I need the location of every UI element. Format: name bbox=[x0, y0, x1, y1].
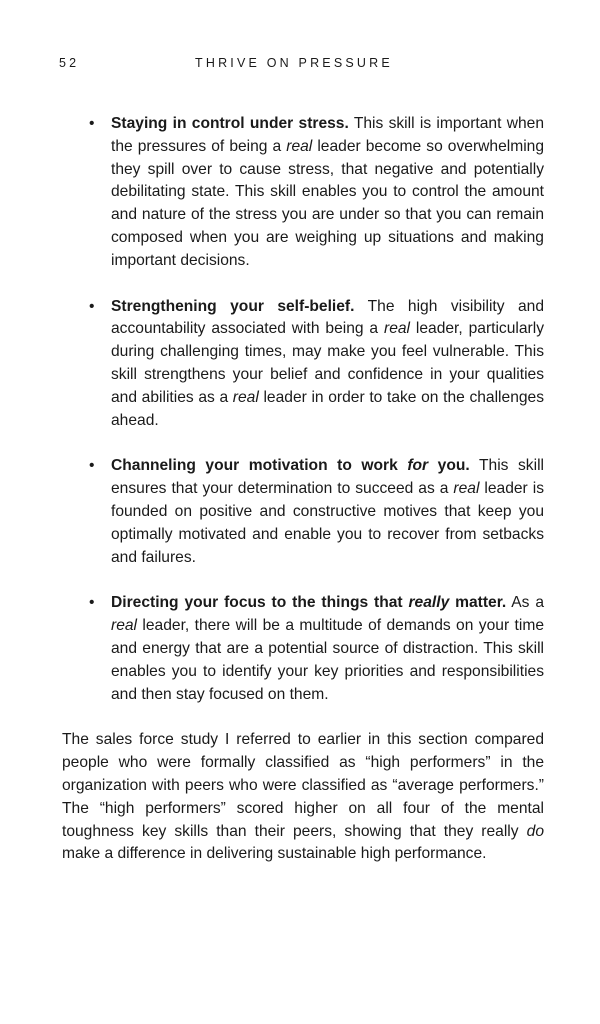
skill-text: leader is founded on positive and constructive motives that keep you optimally motivated and enable you to recover from setbacks and failures. bbox=[111, 480, 544, 566]
skill-text: This skill is important when the pressures of being a bbox=[111, 115, 544, 155]
emphasis: for bbox=[407, 457, 429, 475]
skill-title: Staying in control under stress. bbox=[111, 115, 349, 132]
skill-title: Strengthening your self-belief. bbox=[111, 297, 355, 315]
list-item-motivation bbox=[89, 455, 544, 569]
emphasis: real bbox=[286, 137, 313, 155]
skill-title-text: Channeling your motivation to work bbox=[111, 457, 408, 475]
list-item-focus bbox=[89, 592, 544, 706]
skill-title-text: matter. bbox=[449, 594, 507, 612]
skill-title-text: you. bbox=[428, 457, 470, 475]
emphasis: real bbox=[453, 480, 480, 498]
skill-title-text: Directing your focus to the things that bbox=[111, 594, 409, 612]
skills-list bbox=[62, 113, 544, 706]
emphasis: do bbox=[526, 822, 544, 840]
skill-text: This skill ensures that your determination to succeed as a bbox=[111, 457, 544, 498]
skill-text: The high visibility and accountability associated with being a bbox=[111, 297, 544, 338]
skill-text: leader, particularly during challenging times, may make you feel vulnerable. This skill strengthens your belief and confidence in your qualities and abilities as a bbox=[111, 320, 544, 406]
emphasis: real bbox=[111, 617, 138, 635]
page-body bbox=[62, 113, 544, 882]
paragraph-text: The sales force study I referred to earlier in this section compared people who were formally classified as “high performers” in the organization with peers who were classified as “average performers.” The “high performers” scored higher on all four of the mental toughness key skills than their peers, showing that they really bbox=[62, 731, 544, 840]
skill-title bbox=[111, 594, 506, 611]
skill-text: leader become so overwhelming they spill over to cause stress, that negative and potentially debilitating state. This skill enables you to control the amount and nature of the stress you are under so that you can remain composed when you are weighing up situations and making important decisions. bbox=[111, 137, 545, 269]
emphasis: really bbox=[408, 594, 450, 612]
bullet-icon: • bbox=[89, 594, 95, 612]
emphasis: real bbox=[384, 320, 411, 338]
page-number: 52 bbox=[59, 56, 80, 70]
bullet-icon: • bbox=[89, 457, 95, 475]
bullet-icon: • bbox=[89, 297, 95, 315]
paragraph-text: make a difference in delivering sustainable high performance. bbox=[62, 845, 487, 863]
skill-text: leader in order to take on the challenges ahead. bbox=[111, 388, 545, 429]
skill-title bbox=[111, 457, 470, 474]
list-item-control-under-stress bbox=[89, 113, 545, 273]
skill-text: leader, there will be a multitude of demands on your time and energy that are a potential source of distraction. This skill enables you to identify your key priorities and responsibilities and then stay focused on them. bbox=[111, 617, 544, 703]
emphasis: real bbox=[232, 388, 259, 406]
list-item-self-belief bbox=[89, 296, 545, 433]
bullet-icon: • bbox=[89, 115, 95, 132]
skill-text: As a bbox=[506, 594, 544, 612]
book-title: THRIVE ON PRESSURE bbox=[195, 56, 393, 70]
closing-paragraph bbox=[62, 729, 544, 866]
running-head bbox=[59, 56, 549, 74]
